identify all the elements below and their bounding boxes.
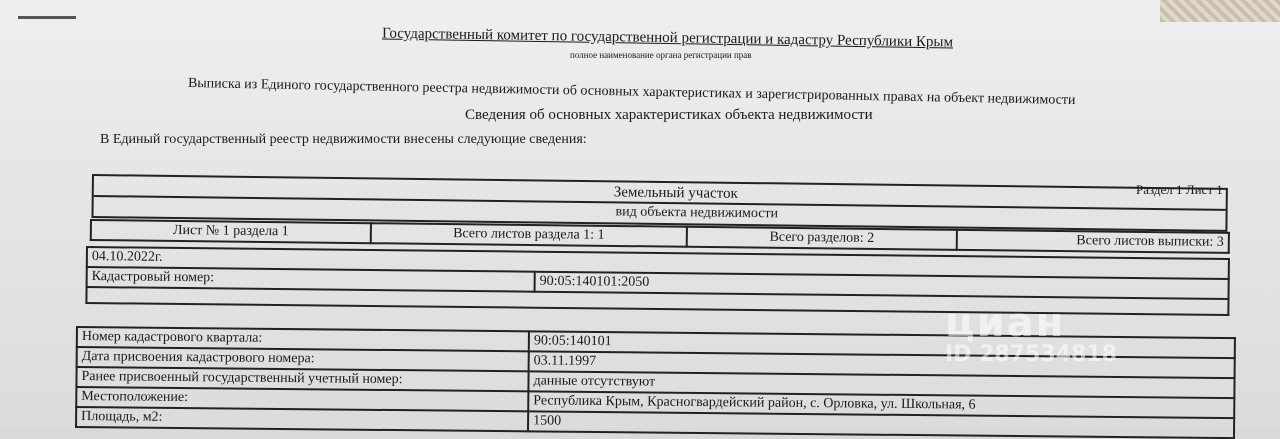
detail-value: Республика Крым, Красногвардейский район, с. Орловка, ул. Школьная, 6 bbox=[528, 391, 1234, 418]
detail-value: 03.11.1997 bbox=[529, 351, 1235, 378]
detail-label: Местоположение: bbox=[76, 387, 528, 411]
detail-label: Площадь, м2: bbox=[76, 407, 528, 431]
total-sections: Всего разделов: 2 bbox=[687, 227, 957, 250]
org-name: Государственный комитет по государственной регистрации и кадастру Республики Крым bbox=[381, 25, 954, 51]
cadastral-number-value: 90:05:140101:2050 bbox=[535, 272, 1229, 299]
object-type-caption: вид объекта недвижимости bbox=[615, 204, 779, 222]
intro-text: В Единый государственный реестр недвижимости внесены следующие сведения: bbox=[100, 132, 587, 147]
watermark-id: ID 287534818 bbox=[945, 342, 1117, 367]
total-extract-sheets: Всего листов выписки: 3 bbox=[957, 230, 1229, 253]
detail-label: Дата присвоения кадастрового номера: bbox=[77, 347, 529, 371]
cian-watermark bbox=[945, 300, 1117, 367]
org-name-note: полное наименование органа регистрации прав bbox=[570, 50, 752, 60]
object-type: Земельный участок bbox=[613, 184, 738, 202]
total-section-sheets: Всего листов раздела 1: 1 bbox=[371, 223, 687, 247]
watermark-brand: циан bbox=[945, 300, 1066, 346]
extract-date: 04.10.2022г. bbox=[87, 247, 1229, 279]
detail-value: данные отсутствуют bbox=[528, 371, 1234, 398]
section-label: Раздел 1 Лист 1 bbox=[1136, 182, 1223, 197]
section-title: Сведения об основных характеристиках объекта недвижимости bbox=[465, 107, 873, 123]
detail-value: 90:05:140101 bbox=[529, 331, 1235, 358]
detail-value: 1500 bbox=[528, 411, 1234, 438]
detail-label: Ранее присвоенный государственный учетный номер: bbox=[76, 367, 528, 391]
cadastral-number-label: Кадастровый номер: bbox=[87, 267, 535, 292]
detail-label: Номер кадастрового квартала: bbox=[77, 327, 529, 351]
background-fabric bbox=[1160, 0, 1280, 22]
scan-mark bbox=[18, 16, 76, 19]
extract-title: Выписка из Единого государственного реестра недвижимости об основных характеристиках и зарегистрированных правах на объект недвижимости bbox=[187, 76, 1076, 109]
sheet-number: Лист № 1 раздела 1 bbox=[91, 220, 371, 243]
